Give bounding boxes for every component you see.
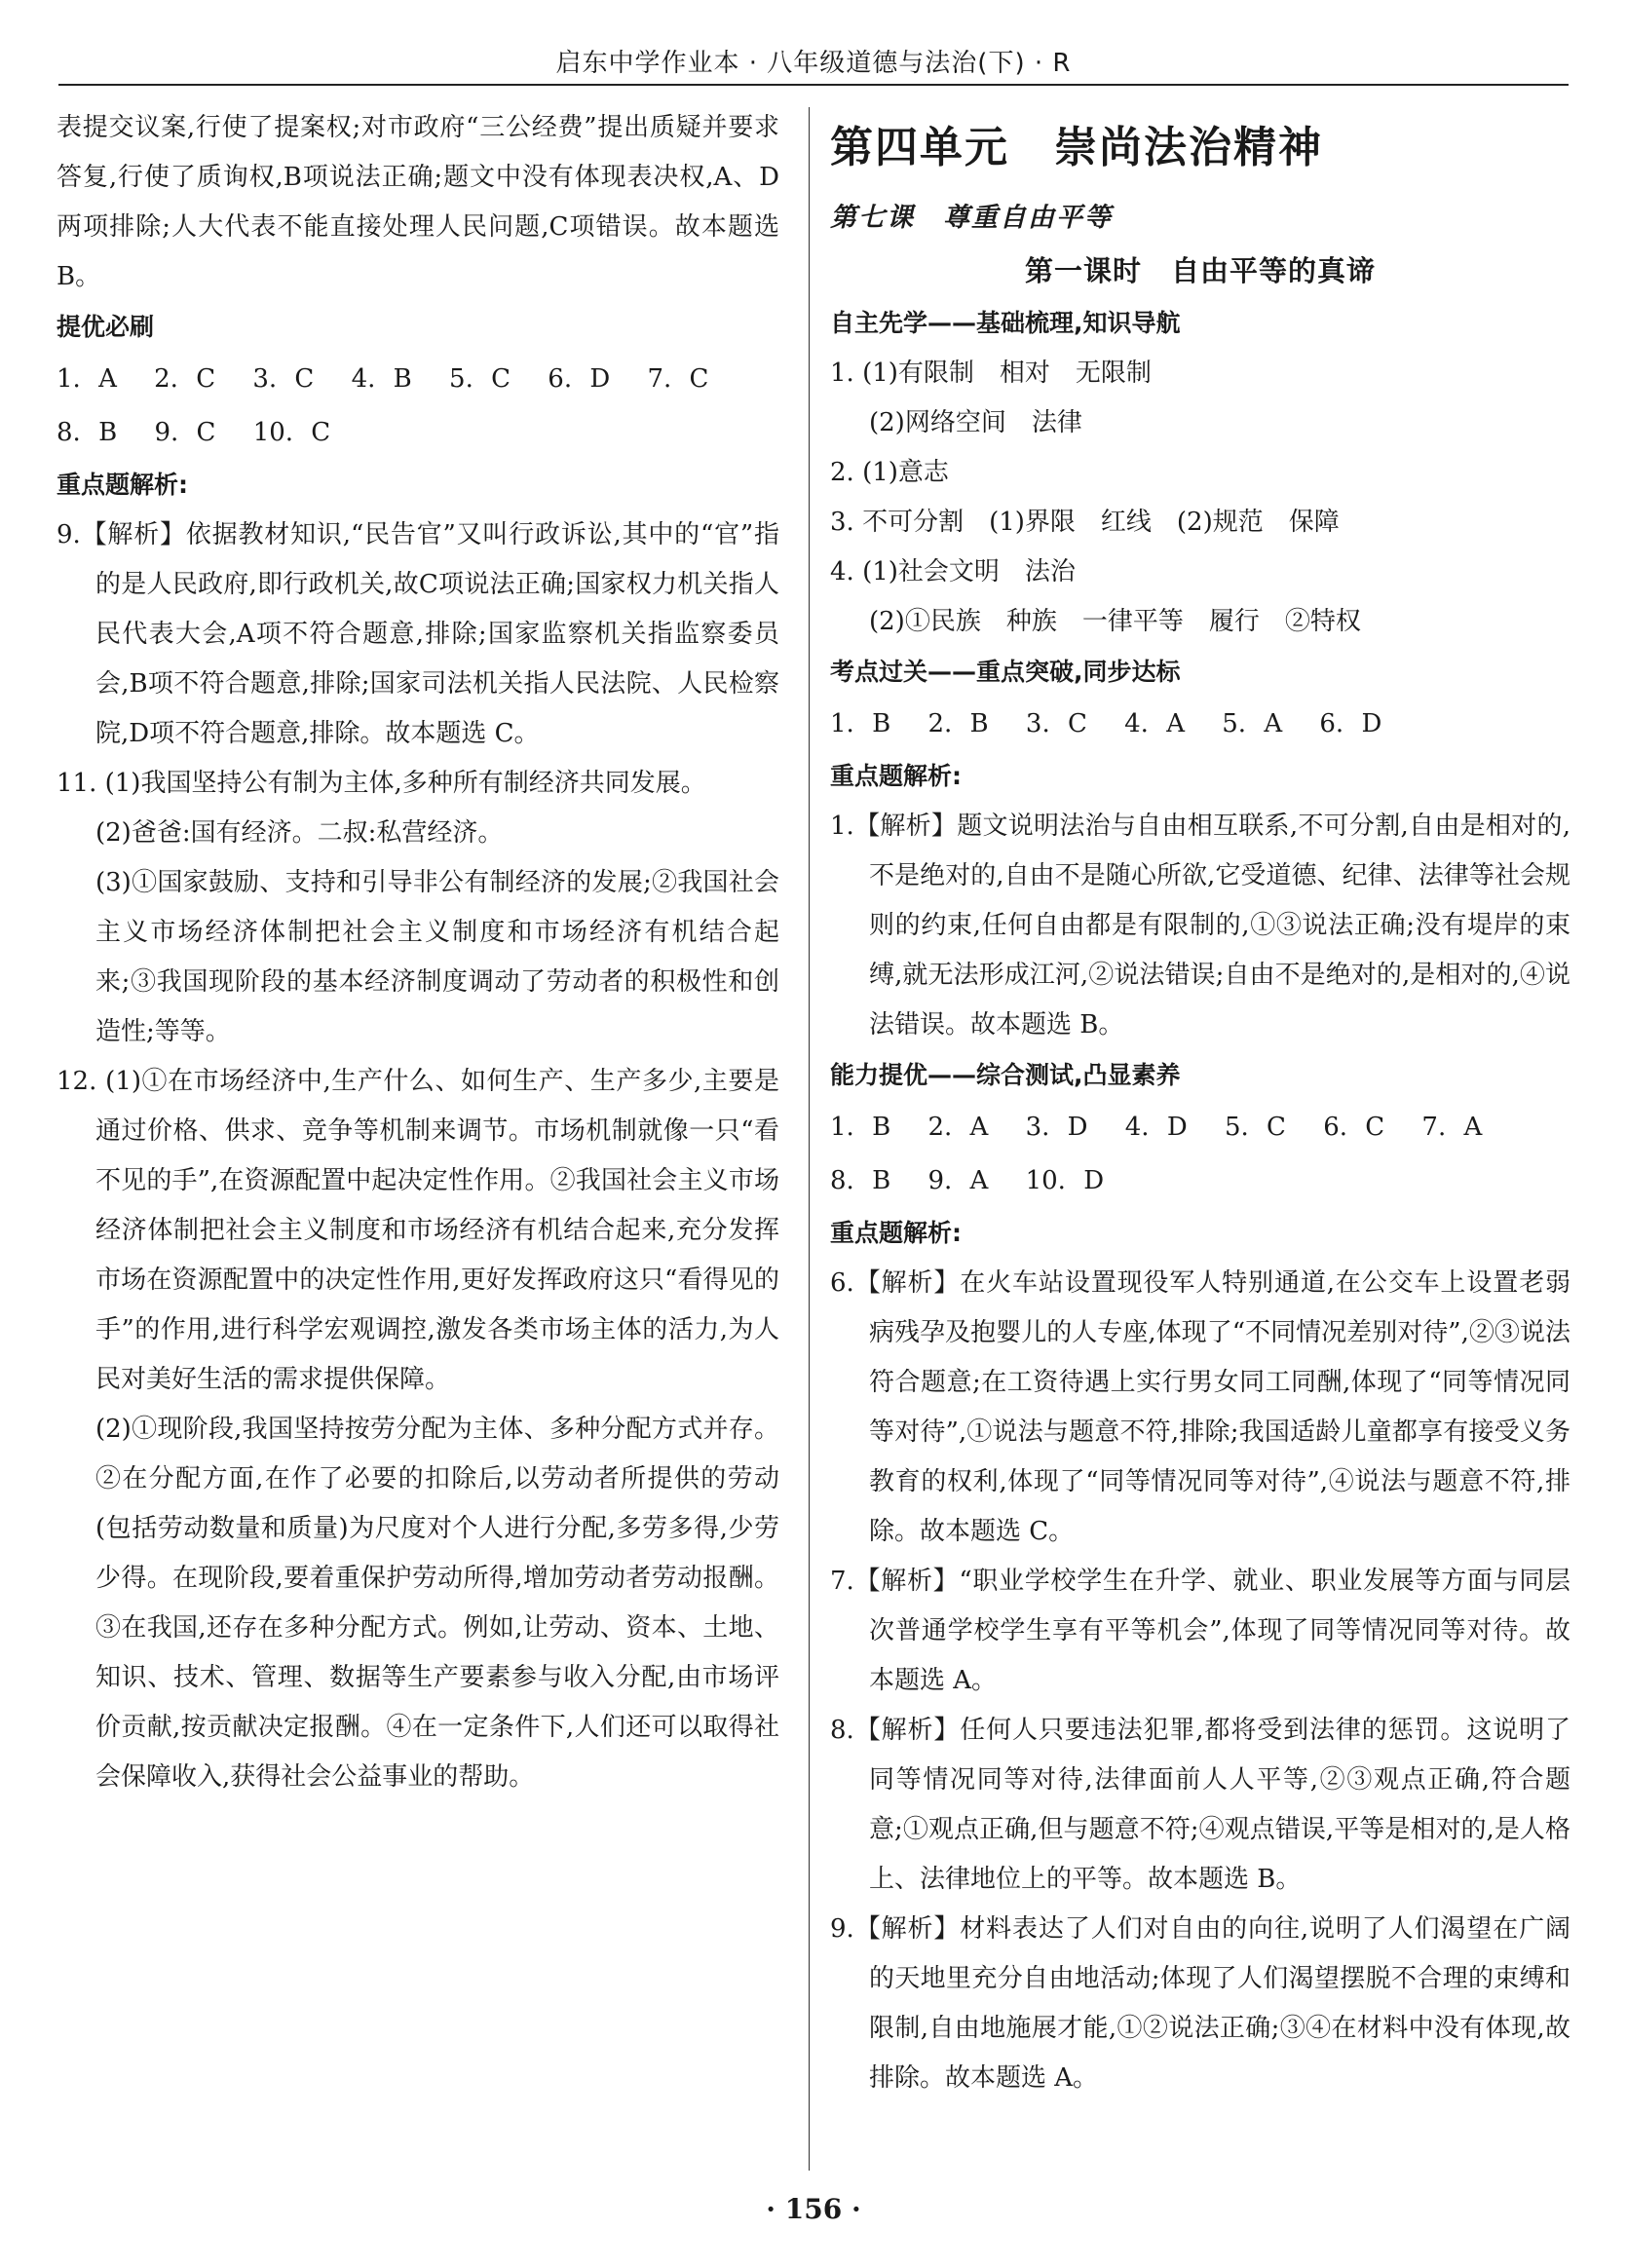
analysis-r7: 7.【解析】“职业学校学生在升学、就业、职业发展等方面与同层次普通学校学生享有平等机会”,体现了同等情况同等对待。故本题选 A。 (830, 1567, 1570, 1695)
answer-q12-part2: (2)①现阶段,我国坚持按劳分配为主体、多种分配方式并存。②在分配方面,在作了必要的扣除后,以劳动者所提供的劳动(包括劳动数量和质量)为尺度对个人进行分配,多劳多得,少劳少得。在现阶段,要着重保护劳动所得,增加劳动者劳动报酬。③在我国,还存在多种分配方式。例如,让劳动、资本、土地、知识、技术、管理、数据等生产要素参与收入分配,由市场评价贡献,按贡献决定报酬。④在一定条件下,人们还可以取得社会保障收入,获得社会公益事业的帮助。 (95, 1415, 779, 1792)
running-header: 启东中学作业本 · 八年级道德与法治(下) · R (555, 49, 1072, 78)
answer-item: 1. B (830, 1113, 891, 1142)
answer-item: 4. D (1124, 1113, 1188, 1142)
answer-q11-part3: (3)①国家鼓励、支持和引导非公有制经济的发展;②我国社会主义市场经济体制把社会主义制度和市场经济有机结合起来;③我国现阶段的基本经济制度调动了劳动者的积极性和创造性;等等。 (95, 868, 779, 1046)
answer-item: 4. B (351, 364, 412, 394)
answer-item: 8. B (830, 1166, 891, 1195)
answer-line: (2)网络空间 法律 (869, 408, 1082, 437)
answer-line: 4. (1)社会文明 法治 (830, 557, 1076, 586)
lesson-title: 第七课 尊重自由平等 (830, 203, 1113, 233)
answer-line: (2)①民族 种族 一律平等 履行 ②特权 (869, 607, 1361, 636)
answer-item: 9. A (927, 1166, 989, 1195)
answer-q11-part1: 11. (1)我国坚持公有制为主体,多种所有制经济共同发展。 (57, 769, 706, 798)
left-column (57, 103, 779, 1802)
answer-item: 6. D (548, 364, 611, 394)
answer-item: 5. C (1224, 1113, 1286, 1142)
analysis-r9: 9.【解析】材料表达了人们对自由的向往,说明了人们渴望在广阔的天地里充分自由地活动;体现了人们渴望摆脱不合理的束缚和限制,自由地施展才能,①②说法正确;③④在材料中没有体现,故排除。故本题选 A。 (830, 1914, 1570, 2093)
analysis-q9: 9.【解析】依据教材知识,“民告官”又叫行政诉讼,其中的“官”指的是人民政府,即行政机关,故C项说法正确;国家权力机关指人民代表大会,A项不符合题意,排除;国家监察机关指监察委员会,B项不符合题意,排除;国家司法机关指人民法院、人民检察院,D项不符合题意,排除。故本题选 C。 (57, 520, 779, 748)
answer-item: 6. C (1323, 1113, 1385, 1142)
unit-title: 第四单元 崇尚法治精神 (830, 123, 1323, 172)
answer-item: 5. C (449, 364, 511, 394)
answer-item: 6. D (1319, 709, 1382, 738)
answer-item: 2. A (927, 1113, 989, 1142)
section-heading: 能力提优——综合测试,凸显素养 (830, 1061, 1181, 1089)
answer-list (57, 353, 779, 460)
analysis-r6: 6.【解析】在火车站设置现役军人特别通道,在公交车上设置老弱病残孕及抱婴儿的人专座,体现了“不同情况差别对待”,②③说法符合题意;在工资待遇上实行男女同工同酬,体现了“同等情况同等对待”,①说法与题意不符,排除;我国适龄儿童都享有接受义务教育的权利,体现了“同等情况同等对待”,④说法与题意不符,排除。故本题选 C。 (830, 1268, 1570, 1546)
answer-item: 8. B (57, 418, 118, 447)
section-heading: 提优必刷 (57, 313, 155, 341)
period-title: 第一课时 自由平等的真谛 (1024, 254, 1376, 287)
header-rule (58, 84, 1569, 86)
answer-item: 4. A (1124, 709, 1185, 738)
section-heading: 自主先学——基础梳理,知识导航 (830, 309, 1181, 337)
answer-item: 3. C (252, 364, 315, 394)
answer-list (830, 698, 1570, 751)
answer-q11-part2: (2)爸爸:国有经济。二叔:私营经济。 (95, 818, 504, 848)
answer-item: 3. C (1025, 709, 1087, 738)
answer-list (830, 1101, 1570, 1208)
analysis-r1: 1.【解析】题文说明法治与自由相互联系,不可分割,自由是相对的,不是绝对的,自由不是随心所欲,它受道德、纪律、法律等社会规则的约束,任何自由都是有限制的,①③说法正确;没有堤岸的束缚,就无法形成江河,②说法错误;自由不是绝对的,是相对的,④说法错误。故本题选 B。 (830, 812, 1570, 1040)
answer-item: 1. A (57, 364, 117, 394)
answer-item: 7. A (1421, 1113, 1483, 1142)
answer-line: 1. (1)有限制 相对 无限制 (830, 359, 1152, 388)
answer-item: 10. D (1025, 1166, 1105, 1195)
answer-item: 5. A (1222, 709, 1283, 738)
section-heading: 重点题解析: (830, 762, 962, 790)
answer-q12-part1: 12. (1)①在市场经济中,生产什么、如何生产、生产多少,主要是通过价格、供求、竞争等机制来调节。市场机制就像一只“看不见的手”,在资源配置中起决定性作用。②我国社会主义市场经济体制把社会主义制度和市场经济有机结合起来,充分发挥市场在资源配置中的决定性作用,更好发挥政府这只“看得见的手”的作用,进行科学宏观调控,激发各类市场主体的活力,为人民对美好生活的需求提供保障。 (57, 1067, 779, 1394)
analysis-r8: 8.【解析】任何人只要违法犯罪,都将受到法律的惩罚。这说明了同等情况同等对待,法律面前人人平等,②③观点正确,符合题意;①观点正确,但与题意不符;④观点错误,平等是相对的,是人格上、法律地位上的平等。故本题选 B。 (830, 1716, 1570, 1894)
answer-line: 3. 不可分割 (1)界限 红线 (2)规范 保障 (830, 508, 1340, 537)
answer-item: 1. B (830, 709, 891, 738)
page-number: · 156 · (766, 2193, 861, 2225)
answer-item: 9. C (154, 418, 216, 447)
section-heading: 考点过关——重点突破,同步达标 (830, 658, 1181, 686)
answer-item: 2. C (154, 364, 216, 394)
section-heading: 重点题解析: (830, 1219, 962, 1247)
right-column (830, 103, 1570, 2103)
answer-item: 10. C (252, 418, 331, 447)
answer-item: 2. B (927, 709, 989, 738)
answer-item: 3. D (1025, 1113, 1088, 1142)
section-heading: 重点题解析: (57, 471, 188, 499)
answer-item: 7. C (647, 364, 709, 394)
column-divider (809, 107, 810, 2171)
answer-line: 2. (1)意志 (830, 458, 949, 487)
intro-paragraph: 表提交议案,行使了提案权;对市政府“三公经费”提出质疑并要求答复,行使了质询权,B项说法正确;题文中没有体现表决权,A、D两项排除;人大代表不能直接处理人民问题,C项错误。故本题选 B。 (57, 113, 779, 291)
